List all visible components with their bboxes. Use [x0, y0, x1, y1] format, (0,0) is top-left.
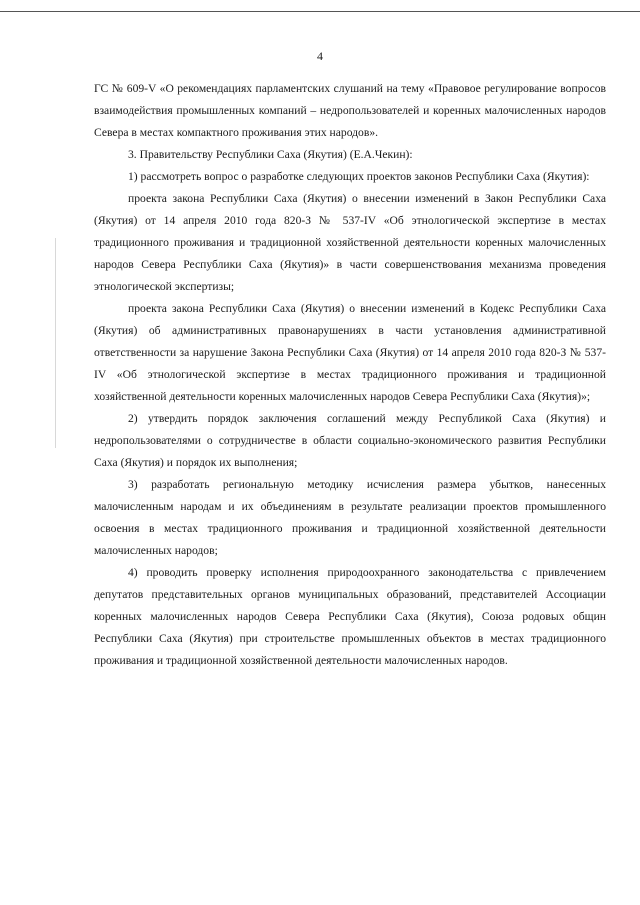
paragraph-item-1: 1) рассмотреть вопрос о разработке следующих проектов законов Республики Саха (Якутия): — [128, 170, 590, 183]
paragraph-resolution-reference: ГС № 609-V «О рекомендациях парламентских слушаний на тему «Правовое регулирование вопросов взаимодействия промышленных компаний – недропользователей и коренных малочисленных народов Севера в местах компактного проживания этих народов». — [94, 82, 606, 139]
top-rule — [0, 11, 640, 12]
page-number: 4 — [317, 49, 323, 63]
paragraph-government-heading: 3. Правительству Республики Саха (Якутия) (Е.А.Чекин): — [128, 148, 413, 161]
paragraph-draft-law-administrative: проекта закона Республики Саха (Якутия) о внесении изменений в Кодекс Республики Саха (Якутия) об административных правонарушениях в части установления административной ответственности за нарушение Закона Республики Саха (Якутия) от 14 апреля 2010 года 820-З № 537-IV «Об этнологической экспертизе в местах традиционного проживания и традиционной хозяйственной деятельности коренных малочисленных народов Севера Республики Саха (Якутия)»; — [94, 302, 606, 403]
paragraph-item-4: 4) проводить проверку исполнения природоохранного законодательства с привлечением депутатов представительных органов муниципальных образований, представителей Ассоциации коренных малочисленных народов Севера Республики Саха (Якутия), Союза родовых общин Республики Саха (Якутия) при строительстве промышленных объектов в местах традиционного проживания и традиционной хозяйственной деятельности малочисленных народов. — [94, 566, 606, 667]
paragraph-item-3: 3) разработать региональную методику исчисления размера убытков, нанесенных малочисленным народам и их объединениям в результате реализации проектов промышленного освоения в местах традиционного проживания и традиционной хозяйственной деятельности малочисленных народов; — [94, 478, 606, 557]
document-body — [94, 78, 606, 672]
margin-scan-mark — [55, 238, 56, 448]
paragraph-item-2: 2) утвердить порядок заключения соглашений между Республикой Саха (Якутия) и недропользователями о сотрудничестве в области социально-экономического развития Республики Саха (Якутия) и порядок их выполнения; — [94, 412, 606, 469]
paragraph-draft-law-ethnological: проекта закона Республики Саха (Якутия) о внесении изменений в Закон Республики Саха (Якутия) от 14 апреля 2010 года 820-З № 537-IV «Об этнологической экспертизе в местах традиционного проживания и традиционной хозяйственной деятельности коренных малочисленных народов Севера Республики Саха (Якутия)» в части совершенствования механизма проведения этнологической экспертизы; — [94, 192, 606, 293]
